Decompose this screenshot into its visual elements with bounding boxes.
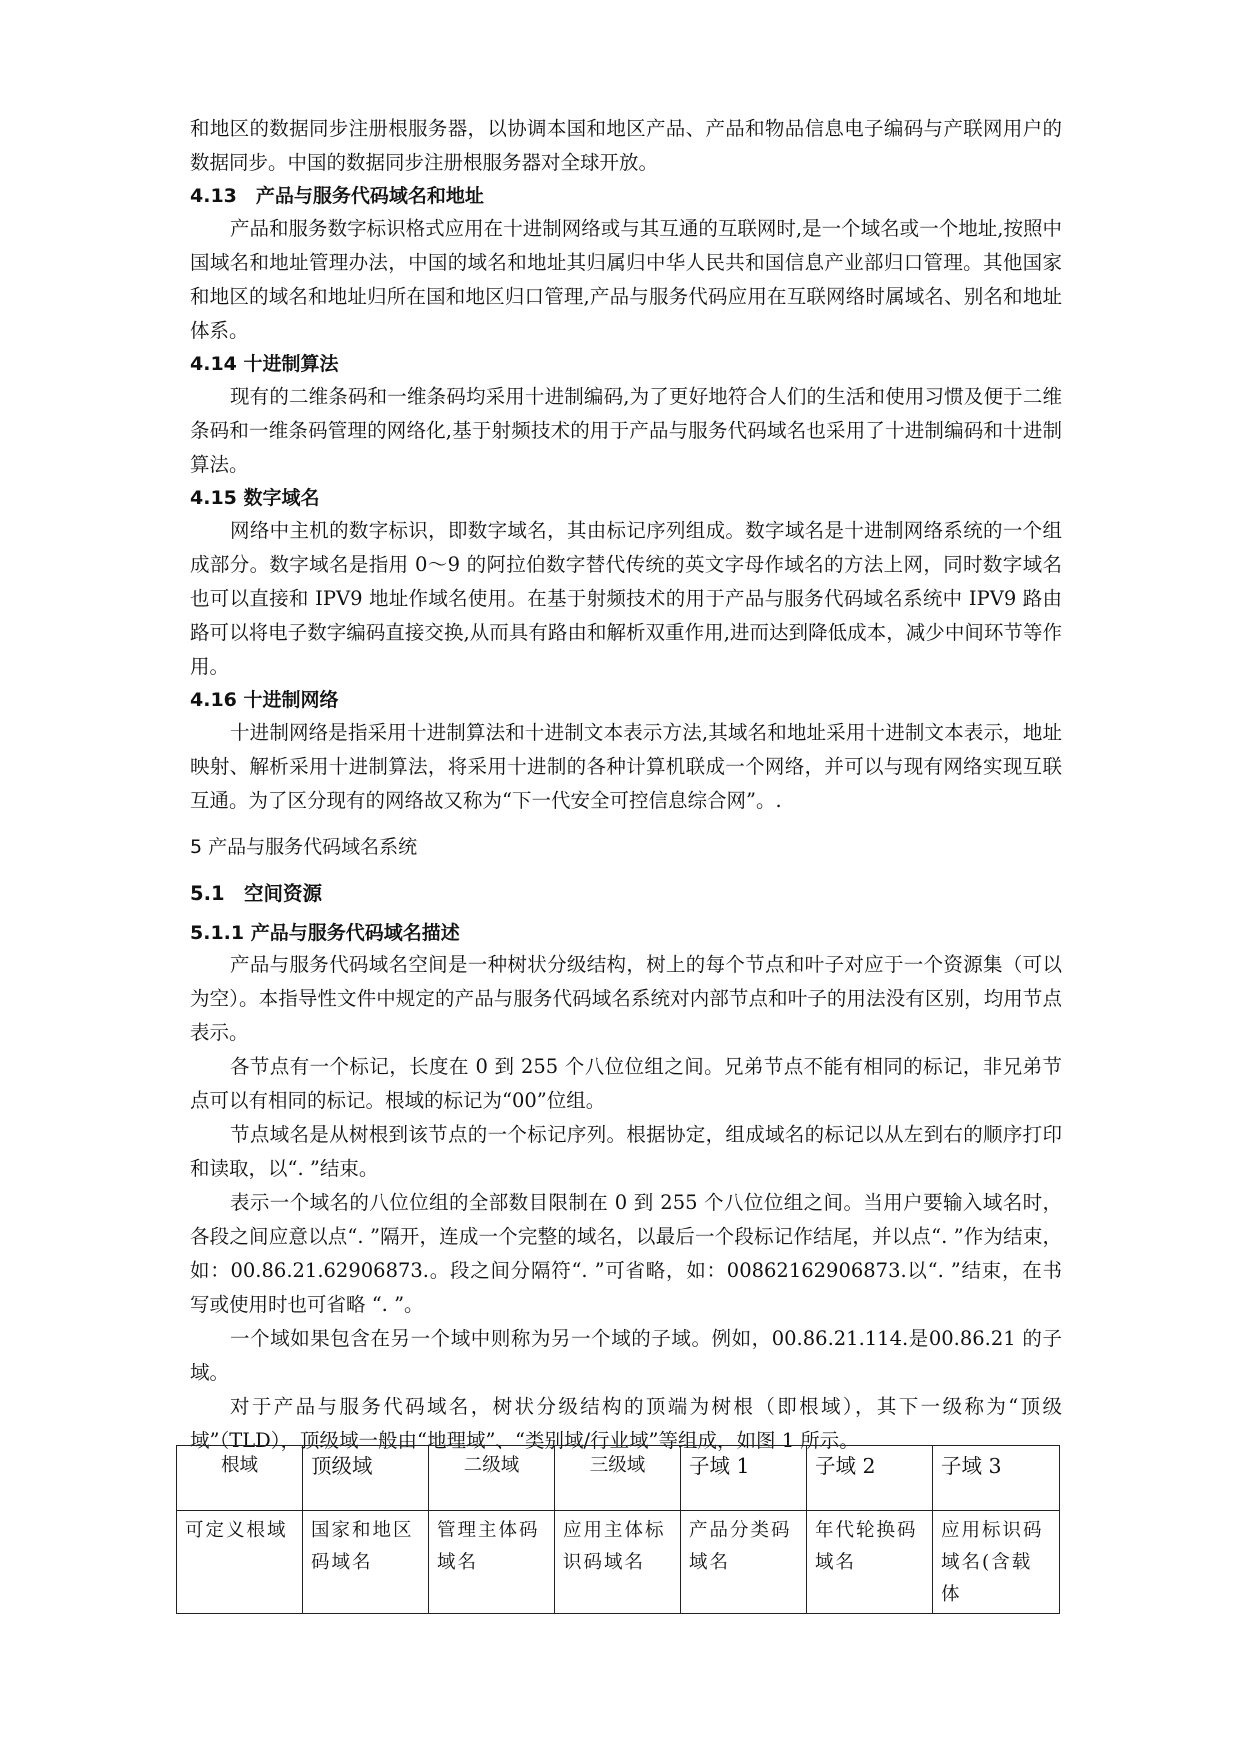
paragraph: 节点域名是从树根到该节点的一个标记序列。根据协定，组成域名的标记以从左到右的顺序打印和读取，以“. ”结束。 (190, 1123, 1062, 1180)
table-header-cell: 子域 1 (681, 1446, 807, 1511)
paragraph: 产品与服务代码域名空间是一种树状分级结构，树上的每个节点和叶子对应于一个资源集（可以为空）。本指导性文件中规定的产品与服务代码域名系统对内部节点和叶子的用法没有区别，均用节点表示。 (190, 953, 1062, 1044)
paragraph: 一个域如果包含在另一个域中则称为另一个域的子域。例如，00.86.21.114.是00.86.21 的子域。 (190, 1327, 1062, 1384)
section-heading-5-1: 5.1 空间资源 (190, 882, 323, 905)
table-cell: 国家和地区码域名 (303, 1511, 429, 1614)
table-header-cell: 三级域 (555, 1446, 681, 1511)
text-column (190, 112, 1062, 1458)
domain-hierarchy-table (176, 1445, 1060, 1614)
table-header-cell: 二级域 (429, 1446, 555, 1511)
paragraph: 产品和服务数字标识格式应用在十进制网络或与其互通的互联网时,是一个域名或一个地址,按照中国域名和地址管理办法，中国的域名和地址其归属归中华人民共和国信息产业部归口管理。其他国家和地区的域名和地址归所在国和地区归口管理,产品与服务代码应用在互联网络时属域名、别名和地址体系。 (190, 217, 1062, 342)
table-header-cell: 子域 2 (807, 1446, 933, 1511)
table-header-cell: 子域 3 (933, 1446, 1060, 1511)
section-heading-5-1-1: 5.1.1 产品与服务代码域名描述 (190, 922, 460, 944)
table-cell: 管理主体码域名 (429, 1511, 555, 1614)
paragraph: 表示一个域名的八位位组的全部数目限制在 0 到 255 个八位位组之间。当用户要输入域名时，各段之间应意以点“. ”隔开，连成一个完整的域名，以最后一个段标记作结尾，并以点“. ”作为结束，如：00.86.21.62906873.。段之间分隔符“. ”可省略，如：00862162906873.以“. ”结束，在书写或使用时也可省略 “. ”。 (190, 1191, 1062, 1316)
table-header-row (177, 1446, 1060, 1511)
table-cell: 产品分类码域名 (681, 1511, 807, 1614)
table-cell: 年代轮换码域名 (807, 1511, 933, 1614)
paragraph: 各节点有一个标记，长度在 0 到 255 个八位位组之间。兄弟节点不能有相同的标记，非兄弟节点可以有相同的标记。根域的标记为“00”位组。 (190, 1055, 1062, 1112)
section-heading-4-16: 4.16 十进制网络 (190, 689, 339, 711)
table-header-cell: 顶级域 (303, 1446, 429, 1511)
paragraph: 网络中主机的数字标识，即数字域名，其由标记序列组成。数字域名是十进制网络系统的一个组成部分。数字域名是指用 0～9 的阿拉伯数字替代传统的英文字母作域名的方法上网，同时数字域名也可以直接和 IPV9 地址作域名使用。在基于射频技术的用于产品与服务代码域名系统中 IPV9 路由路可以将电子数字编码直接交换,从而具有路由和解析双重作用,进而达到降低成本，减少中间环节等作用。 (190, 519, 1062, 678)
paragraph: 对于产品与服务代码域名，树状分级结构的顶端为树根（即根域），其下一级称为“顶级域”（TLD），顶级域一般由“地理域”、“类别域/行业域”等组成，如图 1 所示。 (190, 1395, 1062, 1452)
section-heading-4-15: 4.15 数字域名 (190, 487, 320, 509)
table-cell: 应用标识码域名(含载体 (933, 1511, 1060, 1614)
chapter-heading-5: 5 产品与服务代码域名系统 (190, 836, 418, 858)
paragraph: 现有的二维条码和一维条码均采用十进制编码,为了更好地符合人们的生活和使用习惯及便于二维条码和一维条码管理的网络化,基于射频技术的用于产品与服务代码域名也采用了十进制编码和十进制算法。 (190, 385, 1062, 476)
table-row (177, 1511, 1060, 1614)
section-heading-4-14: 4.14 十进制算法 (190, 353, 339, 375)
paragraph: 十进制网络是指采用十进制算法和十进制文本表示方法,其域名和地址采用十进制文本表示，地址映射、解析采用十进制算法，将采用十进制的各种计算机联成一个网络，并可以与现有网络实现互联互通。为了区分现有的网络故又称为“下一代安全可控信息综合网”。. (190, 721, 1062, 812)
table-cell: 可定义根域 (177, 1511, 303, 1614)
paragraph: 和地区的数据同步注册根服务器，以协调本国和地区产品、产品和物品信息电子编码与产联网用户的数据同步。中国的数据同步注册根服务器对全球开放。 (190, 117, 1062, 174)
table-cell: 应用主体标识码域名 (555, 1511, 681, 1614)
table-header-cell: 根域 (177, 1446, 303, 1511)
section-heading-4-13: 4.13 产品与服务代码域名和地址 (190, 185, 484, 207)
